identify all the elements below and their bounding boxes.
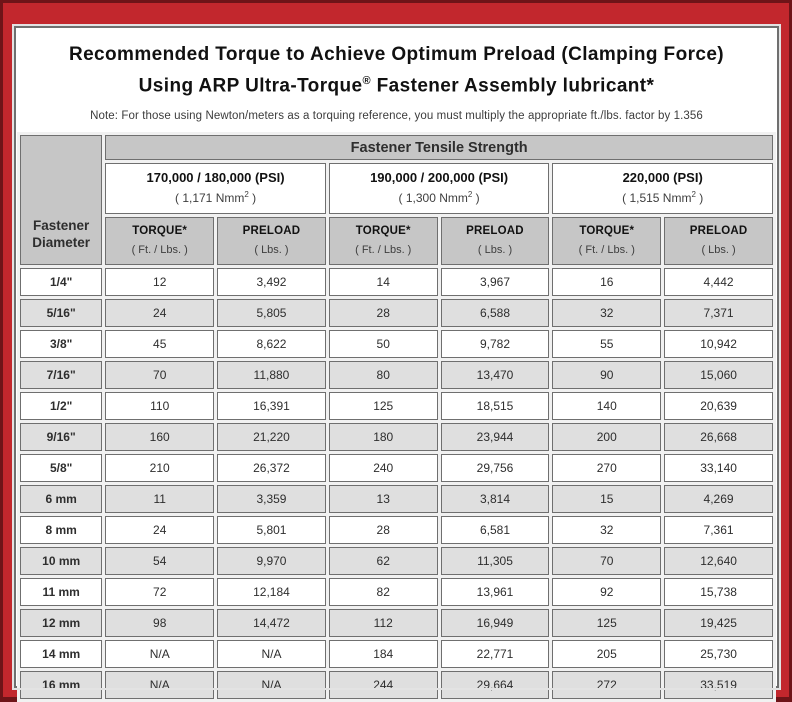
torque-value-cell: 45 [105,330,214,358]
fastener-diameter-cell: 6 mm [20,485,102,513]
preload-value-cell: 16,949 [441,609,550,637]
preload-value-cell: 8,622 [217,330,326,358]
torque-value-cell: 32 [552,516,661,544]
table-row [20,392,773,420]
preload-value-cell: 7,361 [664,516,773,544]
fastener-diameter-cell: 10 mm [20,547,102,575]
preload-value-cell: 26,668 [664,423,773,451]
torque-table-wrap [16,132,777,702]
preload-column-header-2: PRELOAD ( Lbs. ) [441,217,550,265]
preload-value-cell: 18,515 [441,392,550,420]
torque-value-cell: 184 [329,640,438,668]
torque-value-cell: N/A [105,640,214,668]
table-body [20,268,773,699]
torque-value-cell: 12 [105,268,214,296]
fastener-diameter-cell: 14 mm [20,640,102,668]
preload-value-cell: 33,140 [664,454,773,482]
preload-value-cell: 13,961 [441,578,550,606]
torque-column-header-1: TORQUE* ( Ft. / Lbs. ) [105,217,214,265]
preload-value-cell: 14,472 [217,609,326,637]
table-row [20,640,773,668]
torque-value-cell: N/A [105,671,214,699]
preload-value-cell: 6,588 [441,299,550,327]
preload-value-cell: 29,664 [441,671,550,699]
fastener-diameter-cell: 5/16" [20,299,102,327]
conversion-note: Note: For those using Newton/meters as a torquing reference, you must multiply the appropriate ft./lbs. factor by 1.356 [90,110,703,123]
fastener-diameter-cell: 3/8" [20,330,102,358]
preload-value-cell: 13,470 [441,361,550,389]
torque-value-cell: 180 [329,423,438,451]
table-row [20,547,773,575]
torque-value-cell: 24 [105,299,214,327]
content-box [14,26,779,693]
preload-value-cell: 3,814 [441,485,550,513]
torque-value-cell: 50 [329,330,438,358]
preload-value-cell: 4,269 [664,485,773,513]
torque-value-cell: 24 [105,516,214,544]
tensile-header-row [20,135,773,160]
preload-value-cell: 29,756 [441,454,550,482]
table-row [20,330,773,358]
preload-value-cell: 21,220 [217,423,326,451]
table-row [20,516,773,544]
registered-trademark-symbol: ® [362,75,371,87]
torque-value-cell: 140 [552,392,661,420]
torque-value-cell: 125 [552,609,661,637]
torque-column-header-3: TORQUE* ( Ft. / Lbs. ) [552,217,661,265]
preload-value-cell: 26,372 [217,454,326,482]
torque-value-cell: 72 [105,578,214,606]
preload-value-cell: 3,359 [217,485,326,513]
torque-spec-table [17,132,776,702]
table-row [20,299,773,327]
fastener-diameter-cell: 1/2" [20,392,102,420]
torque-value-cell: 98 [105,609,214,637]
fastener-diameter-cell: 16 mm [20,671,102,699]
preload-value-cell: 23,944 [441,423,550,451]
torque-value-cell: 272 [552,671,661,699]
preload-value-cell: 33,519 [664,671,773,699]
preload-value-cell: 16,391 [217,392,326,420]
table-row [20,361,773,389]
table-row [20,454,773,482]
preload-column-header-3: PRELOAD ( Lbs. ) [664,217,773,265]
torque-value-cell: 55 [552,330,661,358]
torque-value-cell: 16 [552,268,661,296]
torque-value-cell: 110 [105,392,214,420]
torque-value-cell: 32 [552,299,661,327]
torque-value-cell: 11 [105,485,214,513]
torque-value-cell: 15 [552,485,661,513]
preload-value-cell: 11,880 [217,361,326,389]
table-row [20,485,773,513]
fastener-diameter-cell: 8 mm [20,516,102,544]
torque-value-cell: 160 [105,423,214,451]
fastener-diameter-cell: 7/16" [20,361,102,389]
torque-value-cell: 200 [552,423,661,451]
table-row [20,578,773,606]
page-title-line1: Recommended Torque to Achieve Optimum Preload (Clamping Force) [68,44,725,65]
preload-value-cell: 19,425 [664,609,773,637]
preload-value-cell: 15,738 [664,578,773,606]
preload-value-cell: 4,442 [664,268,773,296]
psi-group-220: 220,000 (PSI) ( 1,515 Nmm$^2$ ) [552,163,773,214]
table-row [20,671,773,699]
preload-value-cell: 12,640 [664,547,773,575]
torque-column-header-2: TORQUE* ( Ft. / Lbs. ) [329,217,438,265]
table-row [20,268,773,296]
preload-value-cell: 12,184 [217,578,326,606]
torque-value-cell: 112 [329,609,438,637]
preload-value-cell: 9,782 [441,330,550,358]
tensile-strength-header: Fastener Tensile Strength [105,135,773,160]
preload-value-cell: N/A [217,640,326,668]
torque-value-cell: 92 [552,578,661,606]
preload-value-cell: N/A [217,671,326,699]
torque-value-cell: 270 [552,454,661,482]
torque-value-cell: 125 [329,392,438,420]
torque-value-cell: 244 [329,671,438,699]
preload-value-cell: 5,805 [217,299,326,327]
fastener-diameter-cell: 11 mm [20,578,102,606]
preload-value-cell: 25,730 [664,640,773,668]
fastener-diameter-cell: 12 mm [20,609,102,637]
preload-value-cell: 7,371 [664,299,773,327]
torque-value-cell: 28 [329,299,438,327]
torque-value-cell: 205 [552,640,661,668]
preload-value-cell: 15,060 [664,361,773,389]
column-header-row [20,217,773,265]
torque-value-cell: 14 [329,268,438,296]
preload-value-cell: 6,581 [441,516,550,544]
psi-group-190-200: 190,000 / 200,000 (PSI) ( 1,300 Nmm$^2$ ) [329,163,550,214]
table-row [20,609,773,637]
fastener-diameter-cell: 1/4" [20,268,102,296]
preload-value-cell: 9,970 [217,547,326,575]
page-title-line2: Using ARP Ultra-Torque® Fastener Assembly lubricant* [138,75,655,97]
torque-value-cell: 90 [552,361,661,389]
torque-value-cell: 80 [329,361,438,389]
torque-value-cell: 70 [105,361,214,389]
corner-header-fastener-diameter: Fastener Diameter [20,135,102,265]
preload-value-cell: 3,492 [217,268,326,296]
preload-value-cell: 10,942 [664,330,773,358]
torque-value-cell: 28 [329,516,438,544]
torque-value-cell: 54 [105,547,214,575]
torque-value-cell: 13 [329,485,438,513]
preload-value-cell: 5,801 [217,516,326,544]
psi-group-170-180: 170,000 / 180,000 (PSI) ( 1,171 Nmm$^2$ ) [105,163,326,214]
preload-value-cell: 3,967 [441,268,550,296]
preload-value-cell: 22,771 [441,640,550,668]
preload-value-cell: 11,305 [441,547,550,575]
torque-value-cell: 82 [329,578,438,606]
torque-value-cell: 70 [552,547,661,575]
torque-value-cell: 240 [329,454,438,482]
preload-value-cell: 20,639 [664,392,773,420]
psi-header-row [20,163,773,214]
fastener-diameter-cell: 9/16" [20,423,102,451]
torque-value-cell: 210 [105,454,214,482]
fastener-diameter-cell: 5/8" [20,454,102,482]
table-row [20,423,773,451]
preload-column-header-1: PRELOAD ( Lbs. ) [217,217,326,265]
title-block [16,28,777,122]
torque-value-cell: 62 [329,547,438,575]
